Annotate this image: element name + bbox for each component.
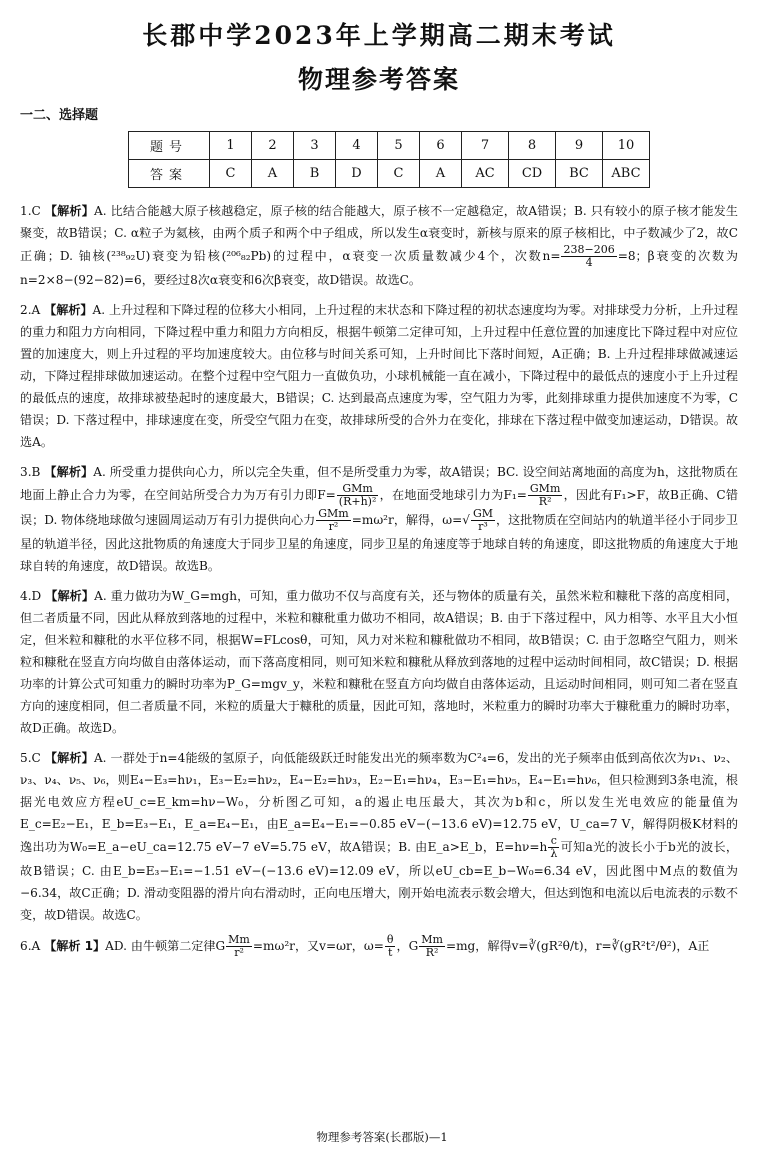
denominator: λ	[550, 847, 558, 860]
item-text: =8；β衰变的次数为n=2×8−(92−82)=6，要经过8次α衰变和6次β衰变，故D错误。故选C。	[20, 249, 738, 287]
numerator: GMm	[529, 482, 561, 495]
table-cell: 1	[210, 132, 252, 160]
denominator: r³	[478, 520, 488, 533]
item-text: A. 上升过程和下降过程的位移大小相同，上升过程的末状态和下降过程的初状态速度均为零。对排球受力分析，上升过程的重力和阻力方向相同，下降过程中重力和阻力方向相反，根据牛顿第二定律可知，上升过程中任意位置的加速度比下降过程中对应位置的加速度大，则上升过程的平均加速度较大。由位移与时间关系可知，上升时间比下落时间短，A正确；B. 上升过程排球做减速运动，下降过程排球做加速运动。在整个过程中空气阻力一直做负功，小球机械能一直在减小，下降过程中的最低点的速度小于上升过程的最低点的速度，故排球被垫起时的速度最大，B错误；C. 达到最高点速度为零，空气阻力为零，此刻排球重力提供加速度不为零，C错误；D. 下落过程中，排球速度在变，所受空气阻力在变，故排球所受的合外力在变化，排球在下落过程中做变加速运动，D错误。故选A。	[20, 303, 738, 449]
item-text: =mω²r，解得，ω=	[351, 513, 463, 527]
denominator: (R+h)²	[338, 495, 377, 508]
analysis-tag: 【解析】	[44, 303, 93, 317]
table-cell: D	[336, 160, 378, 188]
root-expression: ∛(gR²t²/θ²)	[611, 939, 677, 953]
item-number: 3.B	[20, 465, 41, 479]
analysis-tag: 【解析】	[44, 751, 94, 765]
table-cell: 2	[252, 132, 294, 160]
numerator: GMm	[318, 507, 349, 520]
solution-item-2	[20, 299, 738, 453]
numerator: 238−206	[563, 243, 615, 256]
fraction	[471, 508, 495, 533]
item-text: =mω²r，又v=ωr，ω=	[252, 939, 384, 953]
numerator: GMm	[337, 483, 379, 496]
page-footer: 物理参考答案(长郡版)—1	[316, 1130, 448, 1144]
answer-title: 物理参考答案	[297, 65, 460, 94]
analysis-tag: 【解析】	[45, 589, 95, 603]
solution-item-5	[20, 747, 738, 926]
solution-item-1	[20, 200, 738, 291]
table-cell: 5	[378, 132, 420, 160]
exam-title: 长郡中学2023年上学期高二期末考试	[142, 21, 616, 50]
sqrt-sign-icon: √	[462, 513, 470, 527]
fraction	[419, 934, 445, 959]
item-text: ，这批物质在空间站内的轨道半径小于同步卫星的轨道半径，因此这批物质的角速度大于同步卫星的角速度，同步卫星的角速度等于地球自转的角速度，即这批物质的角速度大于地球自转的角速度，故D错误。故选B。	[20, 513, 738, 573]
item-text: =mg，解得v=	[445, 939, 529, 953]
fraction	[548, 835, 559, 860]
item-text: ，因此有F₁>F，故B正确、C错误；D. 物体绕地球做匀速圆周运动万有引力提供向心力	[20, 488, 739, 527]
item-text: ，r=	[583, 939, 612, 953]
item-number: 1.C	[20, 204, 41, 218]
table-cell: 4	[336, 132, 378, 160]
table-cell: C	[378, 160, 420, 188]
denominator: t	[387, 946, 393, 959]
table-cell: 10	[603, 132, 650, 160]
table-cell: A	[420, 160, 462, 188]
denominator: R²	[425, 946, 439, 959]
item-text: A. 一群处于n=4能级的氢原子，向低能级跃迁时能发出光的频率数为C²₄=6，发出的光子频率由低到高依次为ν₁、ν₂、ν₃、ν₄、ν₅、ν₆，则E₄−E₃=hν₁，E₃−E₂=hν₂，E₄−E₂=hν₃，E₂−E₁=hν₄，E₃−E₁=hν₅，E₄−E₁=hν₆，但只检测到3条电流，根据光电效应方程eU_c=E_km=hν−W₀，分析图乙可知，a的遏止电压最大，其次为b和c，所以发生光电效应的能量值为E_c=E₂−E₁，E_b=E₃−E₁，E_a=E₄−E₁，由E_a=E₄−E₁=−0.85 eV−(−13.6 eV)=12.75 eV，U_ca=7 V，解得阴极K材料的逸出功为W₀=E_a−eU_ca=12.75 eV−7 eV=5.75 eV，故A错误；B. 由E_a>E_b，E=hν=h	[20, 751, 738, 854]
table-cell: ABC	[603, 160, 650, 188]
table-row-answers	[129, 160, 650, 188]
table-cell: 3	[294, 132, 336, 160]
table-cell: B	[294, 160, 336, 188]
numerator: c	[548, 835, 559, 848]
answer-table	[128, 131, 650, 188]
analysis-tag: 【解析 1】	[44, 939, 106, 953]
denominator: r²	[234, 946, 244, 959]
fraction	[226, 934, 252, 959]
item-text: 可知a光的波长小于b光的波长，故B错误；C. 由E_b=E₃−E₁=−1.51 eV−(−13.6 eV)=12.09 eV，所以eU_cb=E_b−W₀=6.34 eV，因此图中M点的数值为−6.34，故C正确；D. 滑动变阻器的滑片向右滑动时，正向电压增大，刚开始电流表示数会增大，但达到饱和电流以后电流表的示数不变，故D错误。故选C。	[20, 840, 739, 922]
item-text: A. 所受重力提供向心力，所以完全失重，但不是所受重力为零，故A错误；BC. 设空间站离地面的高度为h，这批物质在地面上静止合力为零，在空间站所受合力为万有引力即F=	[20, 465, 738, 502]
numerator: GM	[472, 507, 493, 520]
table-cell: A	[252, 160, 294, 188]
numerator: θ	[386, 933, 394, 946]
section-heading: 一二、选择题	[20, 108, 99, 123]
denominator: R²	[538, 495, 552, 508]
solution-item-4	[20, 585, 738, 739]
fraction	[385, 934, 396, 959]
table-row-numbers	[129, 132, 650, 160]
fraction	[316, 508, 350, 533]
table-cell: C	[210, 160, 252, 188]
item-text: A. 重力做功为W_G=mgh，可知，重力做功不仅与高度有关，还与物体的质量有关，虽然米粒和糠秕下落的高度相同，但二者质量不同，因此从释放到落地的过程中，米粒和糠秕重力做功不相同，故A错误；B. 由于下落过程中，风力相等、水平且大小恒定，但米粒和糠秕的水平位移不同，根据W=FLcosθ，可知，风力对米粒和糠秕做功不相同，故B错误；C. 由于忽略空气阻力，则米粒和糠秕在竖直方向均做自由落体运动，而下落高度相同，则可知米粒和糠秕从释放到落地的过程中运动时间相同，故C错误；D. 根据功率的计算公式可知重力的瞬时功率为P_G=mgv_y，米粒和糠秕在竖直方向均做自由落体运动，且运动时间相同，则可知二者在竖直方向的速度相同，但二者质量不同，米粒的质量大于糠秕的质量，因此可知，落地时，米粒重力的瞬时功率大于糠秕重力的瞬时功率，故D正确。故选D。	[20, 589, 738, 735]
item-text: A. 比结合能越大原子核越稳定，原子核的结合能越大，原子核不一定越稳定，故A错误；B. 只有较小的原子核才能发生聚变，故B错误；C. α粒子为氦核，由两个质子和两个中子组成，所以发生α衰变时，新核与原来的原子核相比，中子数减少了2，故C正确；D. 铀核(²³⁸₉₂U)衰变为铅核(²⁰⁶₈₂Pb)的过程中，α衰变一次质量数减少4个，次数n=	[20, 204, 738, 263]
fraction	[528, 483, 562, 508]
table-cell: 7	[462, 132, 509, 160]
item-number: 2.A	[20, 303, 41, 317]
item-number: 4.D	[20, 589, 42, 603]
fraction	[561, 244, 616, 269]
denominator: r²	[328, 520, 339, 533]
table-cell: CD	[509, 160, 556, 188]
table-cell: 6	[420, 132, 462, 160]
table-cell: AC	[462, 160, 509, 188]
table-cell: BC	[556, 160, 603, 188]
item-number: 5.C	[20, 751, 41, 765]
table-cell: 9	[556, 132, 603, 160]
row-label-answer: 答案	[129, 160, 210, 188]
row-label-number: 题号	[129, 132, 210, 160]
analysis-tag: 【解析】	[44, 204, 94, 218]
numerator: Mm	[228, 933, 250, 946]
fraction	[337, 483, 379, 508]
item-text: ，A正	[676, 939, 710, 953]
analysis-tag: 【解析】	[44, 465, 94, 479]
item-number: 6.A	[20, 939, 41, 953]
numerator: Mm	[421, 933, 443, 946]
root-expression: ∛(gR²θ/t)	[528, 939, 584, 953]
solution-item-3	[20, 461, 738, 577]
table-cell: 8	[509, 132, 556, 160]
denominator: 4	[585, 256, 593, 269]
item-text: ，G	[396, 939, 419, 953]
solution-item-6	[20, 934, 738, 959]
item-text: AD. 由牛顿第二定律G	[105, 939, 226, 953]
item-text: ，在地面受地球引力为F₁=	[379, 488, 527, 502]
